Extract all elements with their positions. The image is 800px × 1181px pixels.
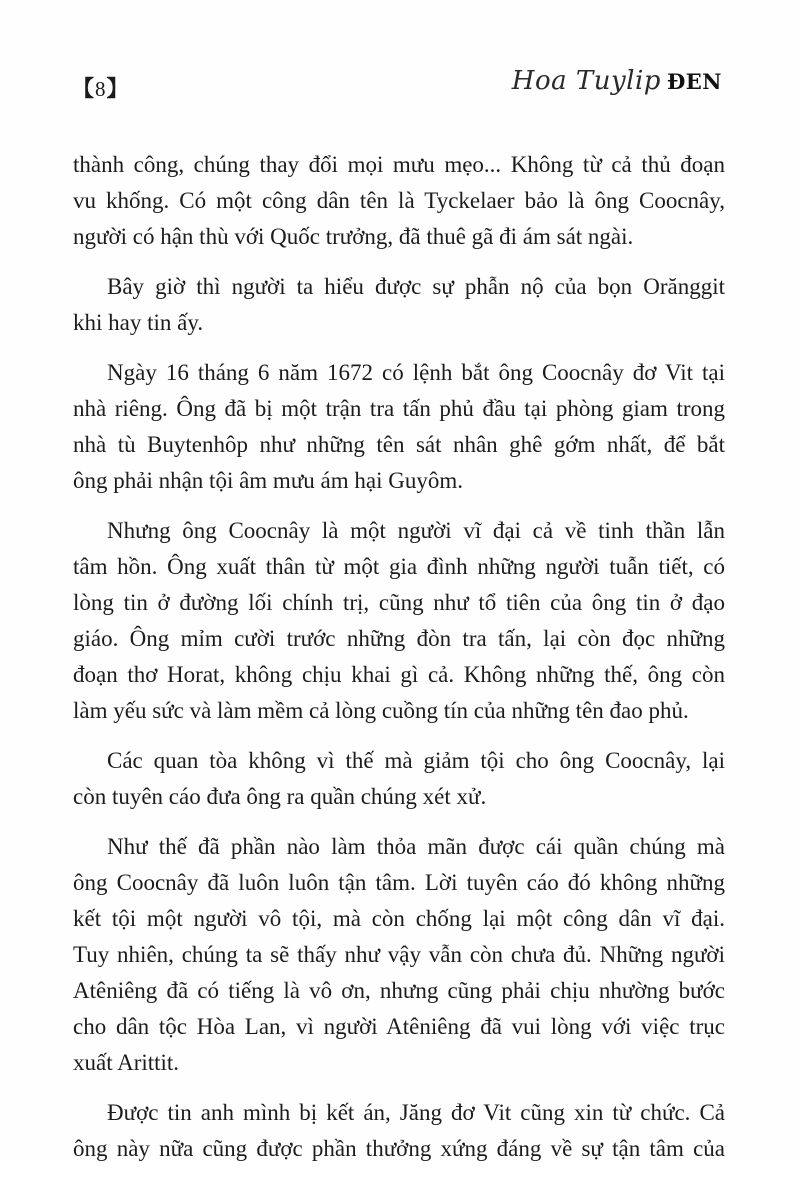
text-line: giáo. Ông mỉm cười trước những đòn tra tấn, lại còn đọc những [73,626,725,651]
text-line: đoạn thơ Horat, không chịu khai gì cả. Không những thế, ông còn [73,662,725,687]
text-line: lòng tin ở đường lối chính trị, cũng như tổ tiên của ông tin ở đạo [73,590,725,615]
text-line: vu khống. Có một công dân tên là Tyckelaer bảo là ông Coocnây, [73,188,725,213]
text-line: Như thế đã phần nào làm thỏa mãn được cái quần chúng mà [107,834,725,859]
page-number [72,72,130,103]
text-line: Được tin anh mình bị kết án, Jăng đơ Vit cũng xin từ chức. Cả [107,1100,725,1125]
book-title-bold: ĐEN [666,69,722,94]
text-line: xuất Arittit. [73,1050,180,1075]
text-line: người có hận thù với Quốc trưởng, đã thuê gã đi ám sát ngài. [73,224,634,249]
text-line: Atêniêng đã có tiếng là vô ơn, nhưng cũng phải chịu nhường bước [73,978,725,1003]
paragraph [73,829,725,1081]
page-number-value: 8 [95,77,107,101]
paragraph [73,513,725,729]
text-line: làm yếu sức và làm mềm cả lòng cuồng tín của những tên đao phủ. [73,698,689,723]
book-title [512,66,722,96]
text-line: ông Coocnây đã luôn luôn tận tâm. Lời tuyên cáo đó không những [73,870,725,895]
text-line: Các quan tòa không vì thế mà giảm tội cho ông Coocnây, lại [107,748,725,773]
text-line: Bây giờ thì người ta hiểu được sự phẫn nộ của bọn Orănggit [107,274,725,299]
paragraph [73,743,725,815]
text-line: Tuy nhiên, chúng ta sẽ thấy như vậy vẫn còn chưa đủ. Những người [73,942,725,967]
book-title-script: Hoa Tuylip [511,66,661,96]
text-line: nhà riêng. Ông đã bị một trận tra tấn phủ đầu tại phòng giam trong [73,396,725,421]
paragraph [73,269,725,341]
page-number-open-bracket: 【 [72,76,96,101]
text-line: Ngày 16 tháng 6 năm 1672 có lệnh bắt ông Coocnây đơ Vit tại [107,360,725,385]
text-line: cho dân tộc Hòa Lan, vì người Atêniêng đã vui lòng với việc trục [73,1014,725,1039]
text-line: nhà tù Buytenhôp như những tên sát nhân ghê gớm nhất, để bắt [73,432,725,457]
text-line: ông phải nhận tội âm mưu ám hại Guyôm. [73,468,463,493]
paragraph [73,1095,725,1167]
body-text [73,147,725,1181]
paragraph [73,355,725,499]
text-line: khi hay tin ấy. [73,310,204,335]
text-line: thành công, chúng thay đổi mọi mưu mẹo... Không từ cả thủ đoạn [73,152,725,177]
running-header [0,66,800,106]
paragraph [73,147,725,255]
text-line: còn tuyên cáo đưa ông ra quần chúng xét xử. [73,784,487,809]
page-number-close-bracket: 】 [106,76,130,101]
text-line: kết tội một người vô tội, mà còn chống lại một công dân vĩ đại. [73,906,725,931]
text-line: tâm hồn. Ông xuất thân từ một gia đình những người tuẫn tiết, có [73,554,725,579]
text-line: Nhưng ông Coocnây là một người vĩ đại cả về tinh thần lẫn [107,518,725,543]
text-line: ông này nữa cũng được phần thưởng xứng đáng về sự tận tâm của [73,1136,725,1161]
